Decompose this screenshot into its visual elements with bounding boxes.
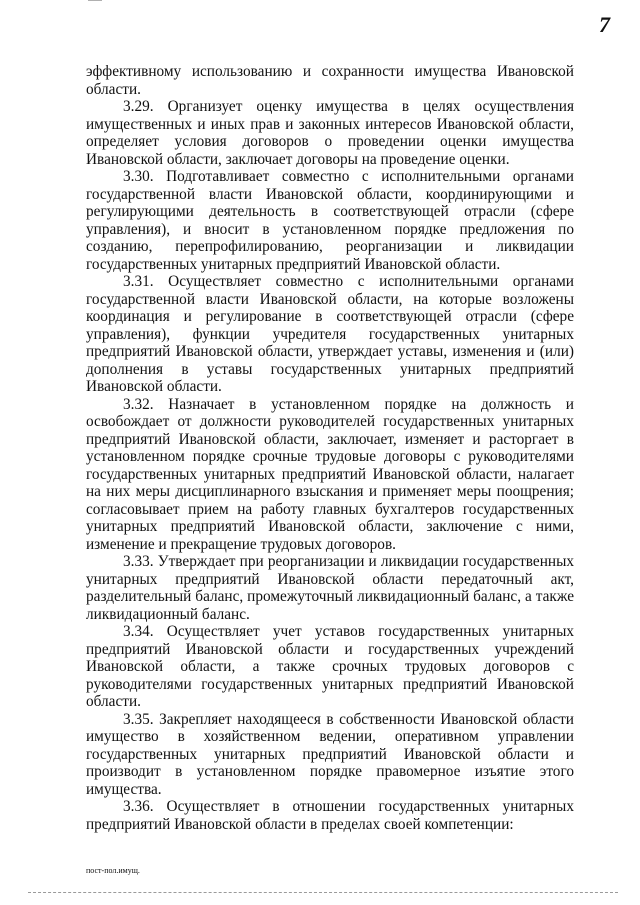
top-edge-mark [88, 0, 102, 1]
paragraph-3-30: 3.30. Подготавливает совместно с исполнительными органами государственной власти Ивановской области, координирующими и регулирующими деятельность в соответствующей отрасли (сфере управления), и вносит в установленном порядке предложения по созданию, перепрофилированию, реорганизации и ликвидации государственных унитарных предприятий Ивановской области. [86, 168, 574, 273]
bottom-dashed-rule [28, 892, 618, 893]
paragraph-3-35: 3.35. Закрепляет находящееся в собственности Ивановской области имущество в хозяйственном ведении, оперативном управлении государственных унитарных предприятий Ивановской области и производит в установленном порядке правомерное изъятие этого имущества. [86, 710, 574, 798]
paragraph-3-33: 3.33. Утверждает при реорганизации и ликвидации государственных унитарных предприятий Ивановской области передаточный акт, разделительный баланс, промежуточный ликвидационный баланс, а также ликвидационный баланс. [86, 553, 574, 623]
paragraph-3-34: 3.34. Осуществляет учет уставов государственных унитарных предприятий Ивановской области и государственных учреждений Ивановской области, а также срочных трудовых договоров с руководителями государственных унитарных предприятий Ивановской области. [86, 623, 574, 710]
paragraph-3-36: 3.36. Осуществляет в отношении государственных унитарных предприятий Ивановской области в пределах своей компетенции: [86, 798, 574, 833]
paragraph-3-32: 3.32. Назначает в установленном порядке на должность и освобождает от должности руководителей государственных унитарных предприятий Ивановской области, заключает, изменяет и расторгает в установленном порядке срочные трудовые договоры с руководителями государственных унитарных предприятий Ивановской области, налагает на них меры дисциплинарного взыскания и применяет меры поощрения; согласовывает прием на работу главных бухгалтеров государственных унитарных предприятий Ивановской области, заключение с ними, изменение и прекращение трудовых договоров. [86, 395, 574, 553]
body-text [86, 63, 574, 833]
paragraph-3-31: 3.31. Осуществляет совместно с исполнительными органами государственной власти Ивановской области, на которые возложены координация и регулирование в соответствующей отрасли (сфере управления), функции учредителя государственных унитарных предприятий Ивановской области, утверждает уставы, изменения и (или) дополнения в уставы государственных унитарных предприятий Ивановской области. [86, 273, 574, 395]
footer-file-label: пост-пол.имущ. [86, 866, 140, 875]
page-number: 7 [599, 12, 610, 37]
paragraph-continuation: эффективному использованию и сохранности имущества Ивановской области. [86, 63, 574, 98]
paragraph-3-29: 3.29. Организует оценку имущества в целях осуществления имущественных и иных прав и законных интересов Ивановской области, определяет условия договоров о проведении оценки имущества Ивановской области, заключает договоры на проведение оценки. [86, 98, 574, 168]
